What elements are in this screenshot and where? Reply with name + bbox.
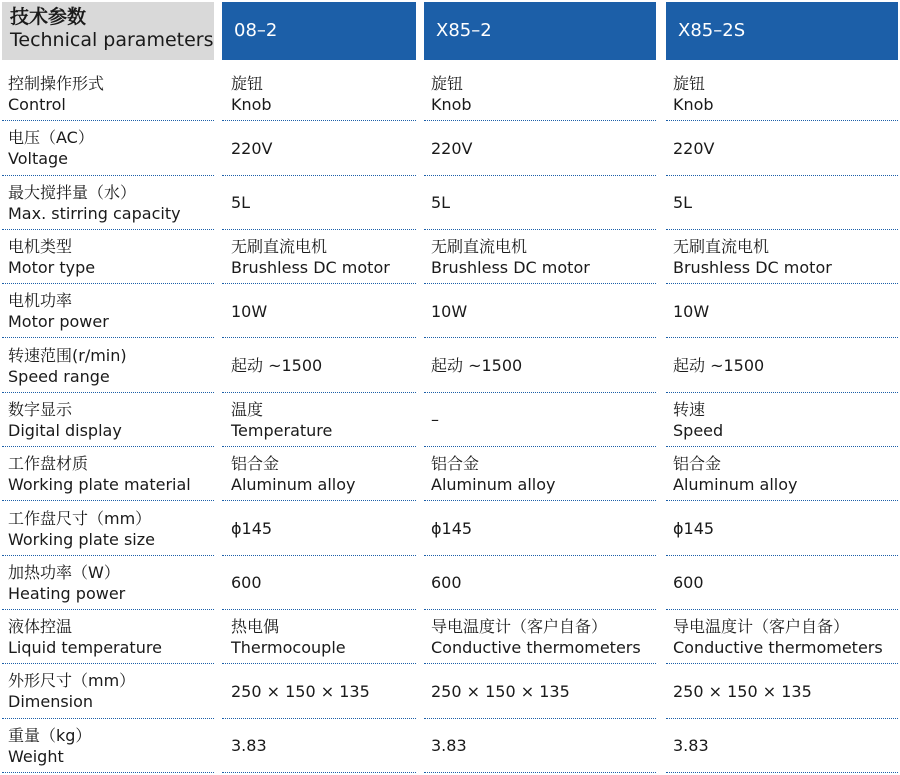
row-value-model-2 <box>431 556 656 610</box>
table-row <box>0 556 900 610</box>
row-label <box>8 284 214 338</box>
row-value-model-3 <box>673 556 898 610</box>
value-line: Knob <box>231 95 272 115</box>
value-line: 220V <box>231 138 273 158</box>
row-label-en: Speed range <box>8 366 110 386</box>
row-label-en: Max. stirring capacity <box>8 203 181 223</box>
table-row <box>0 447 900 501</box>
value-line: 起动 ~1500 <box>231 356 323 376</box>
table-row <box>0 67 900 121</box>
header-model-3: X85–2S <box>666 2 898 60</box>
row-value-model-1 <box>231 447 416 501</box>
value-line: Knob <box>431 95 472 115</box>
value-line: 10W <box>231 301 268 321</box>
row-label <box>8 447 214 501</box>
value-line: Conductive thermometers <box>431 638 641 658</box>
row-value-model-2 <box>431 121 656 175</box>
value-line: 220V <box>431 138 473 158</box>
value-line: ϕ145 <box>231 519 273 539</box>
value-line: 600 <box>431 573 462 593</box>
value-line: 3.83 <box>231 736 267 756</box>
table-row <box>0 176 900 230</box>
row-value-model-3 <box>673 447 898 501</box>
value-line: 10W <box>431 301 468 321</box>
row-label-zh: 加热功率（W） <box>8 562 120 582</box>
value-line: 起动 ~1500 <box>431 356 523 376</box>
row-value-model-3 <box>673 67 898 121</box>
value-line: 10W <box>673 301 710 321</box>
value-line: ϕ145 <box>431 519 473 539</box>
row-value-model-3 <box>673 339 898 393</box>
row-label-zh: 工作盘材质 <box>8 454 89 474</box>
value-line: 无刷直流电机 <box>431 237 528 257</box>
row-value-model-3 <box>673 501 898 555</box>
row-value-model-1 <box>231 67 416 121</box>
row-label <box>8 121 214 175</box>
header-model-1: 08–2 <box>222 2 416 60</box>
row-value-model-1 <box>231 121 416 175</box>
row-value-model-1 <box>231 664 416 718</box>
row-label <box>8 393 214 447</box>
row-label-zh: 外形尺寸（mm） <box>8 671 136 691</box>
row-label-zh: 最大搅拌量（水） <box>8 182 137 202</box>
table-row <box>0 339 900 393</box>
value-line: Temperature <box>231 420 333 440</box>
row-label-zh: 工作盘尺寸（mm） <box>8 508 152 528</box>
value-line: 导电温度计（客户自备） <box>673 617 850 637</box>
row-label-en: Heating power <box>8 583 126 603</box>
row-label-en: Voltage <box>8 149 69 169</box>
value-line: 600 <box>673 573 704 593</box>
value-line: 旋钮 <box>231 74 264 94</box>
row-label-en: Working plate size <box>8 529 155 549</box>
value-line: 铝合金 <box>231 454 280 474</box>
value-line: 起动 ~1500 <box>673 356 765 376</box>
value-line: 250 × 150 × 135 <box>231 681 370 701</box>
value-line: Brushless DC motor <box>431 258 590 278</box>
row-value-model-3 <box>673 284 898 338</box>
value-line: Brushless DC motor <box>673 258 832 278</box>
row-divider <box>424 772 656 773</box>
value-line: 转速 <box>673 399 706 419</box>
row-label <box>8 230 214 284</box>
value-line: 220V <box>673 138 715 158</box>
value-line: 无刷直流电机 <box>231 237 328 257</box>
value-line: Aluminum alloy <box>673 475 798 495</box>
row-value-model-1 <box>231 176 416 230</box>
table-row <box>0 610 900 664</box>
value-line: 无刷直流电机 <box>673 237 770 257</box>
table-row <box>0 230 900 284</box>
row-divider <box>666 772 898 773</box>
row-value-model-3 <box>673 176 898 230</box>
row-label <box>8 664 214 718</box>
value-line: – <box>431 410 439 430</box>
row-value-model-2 <box>431 393 656 447</box>
row-divider <box>222 772 416 773</box>
row-divider <box>2 772 214 773</box>
row-value-model-3 <box>673 121 898 175</box>
table-row <box>0 393 900 447</box>
value-line: Brushless DC motor <box>231 258 390 278</box>
row-value-model-2 <box>431 610 656 664</box>
row-value-model-2 <box>431 501 656 555</box>
row-value-model-3 <box>673 393 898 447</box>
row-label-zh: 电机类型 <box>8 237 73 257</box>
row-value-model-2 <box>431 67 656 121</box>
table-row <box>0 719 900 773</box>
value-line: Speed <box>673 420 724 440</box>
row-label-zh: 重量（kg） <box>8 725 92 745</box>
value-line: 铝合金 <box>431 454 480 474</box>
row-label-en: Motor type <box>8 258 96 278</box>
row-value-model-3 <box>673 610 898 664</box>
row-label-zh: 控制操作形式 <box>8 74 105 94</box>
value-line: 5L <box>673 193 693 213</box>
row-value-model-1 <box>231 719 416 773</box>
value-line: 热电偶 <box>231 617 280 637</box>
row-label <box>8 719 214 773</box>
value-line: 5L <box>231 193 251 213</box>
value-line: 3.83 <box>673 736 709 756</box>
value-line: Thermocouple <box>231 638 346 658</box>
value-line: 旋钮 <box>431 74 464 94</box>
row-value-model-1 <box>231 610 416 664</box>
row-label-zh: 数字显示 <box>8 399 73 419</box>
value-line: 导电温度计（客户自备） <box>431 617 608 637</box>
value-line: 铝合金 <box>673 454 722 474</box>
row-value-model-2 <box>431 176 656 230</box>
row-value-model-1 <box>231 339 416 393</box>
row-label-zh: 液体控温 <box>8 617 73 637</box>
row-label <box>8 176 214 230</box>
row-value-model-1 <box>231 393 416 447</box>
row-label <box>8 501 214 555</box>
row-label-zh: 电机功率 <box>8 291 73 311</box>
row-value-model-2 <box>431 284 656 338</box>
value-line: Knob <box>673 95 714 115</box>
value-line: 250 × 150 × 135 <box>673 681 812 701</box>
table-row <box>0 284 900 338</box>
row-value-model-2 <box>431 664 656 718</box>
value-line: 温度 <box>231 399 264 419</box>
row-label-en: Dimension <box>8 692 94 712</box>
row-value-model-2 <box>431 339 656 393</box>
header-param-en: Technical parameters <box>10 29 214 51</box>
row-label-en: Digital display <box>8 420 122 440</box>
row-label-en: Liquid temperature <box>8 638 162 658</box>
row-label <box>8 610 214 664</box>
row-value-model-3 <box>673 719 898 773</box>
header-model-2: X85–2 <box>424 2 656 60</box>
row-value-model-1 <box>231 230 416 284</box>
value-line: 3.83 <box>431 736 467 756</box>
row-value-model-2 <box>431 230 656 284</box>
row-label <box>8 556 214 610</box>
table-row <box>0 664 900 718</box>
row-label <box>8 339 214 393</box>
header-parameters <box>2 2 214 60</box>
value-line: Aluminum alloy <box>431 475 556 495</box>
row-label-en: Motor power <box>8 312 109 332</box>
row-value-model-1 <box>231 284 416 338</box>
value-line: 旋钮 <box>673 74 706 94</box>
value-line: ϕ145 <box>673 519 715 539</box>
row-label-en: Control <box>8 95 66 115</box>
row-value-model-3 <box>673 230 898 284</box>
value-line: 5L <box>431 193 451 213</box>
header-param-zh: 技术参数 <box>10 6 87 28</box>
row-value-model-1 <box>231 501 416 555</box>
row-value-model-2 <box>431 719 656 773</box>
value-line: 600 <box>231 573 262 593</box>
value-line: Aluminum alloy <box>231 475 356 495</box>
table-row <box>0 121 900 175</box>
row-label-zh: 电压（AC） <box>8 128 94 148</box>
row-value-model-3 <box>673 664 898 718</box>
row-label-en: Weight <box>8 746 64 766</box>
row-label <box>8 67 214 121</box>
row-label-zh: 转速范围(r/min) <box>8 345 127 365</box>
value-line: Conductive thermometers <box>673 638 883 658</box>
row-value-model-2 <box>431 447 656 501</box>
table-row <box>0 501 900 555</box>
row-value-model-1 <box>231 556 416 610</box>
value-line: 250 × 150 × 135 <box>431 681 570 701</box>
row-label-en: Working plate material <box>8 475 191 495</box>
